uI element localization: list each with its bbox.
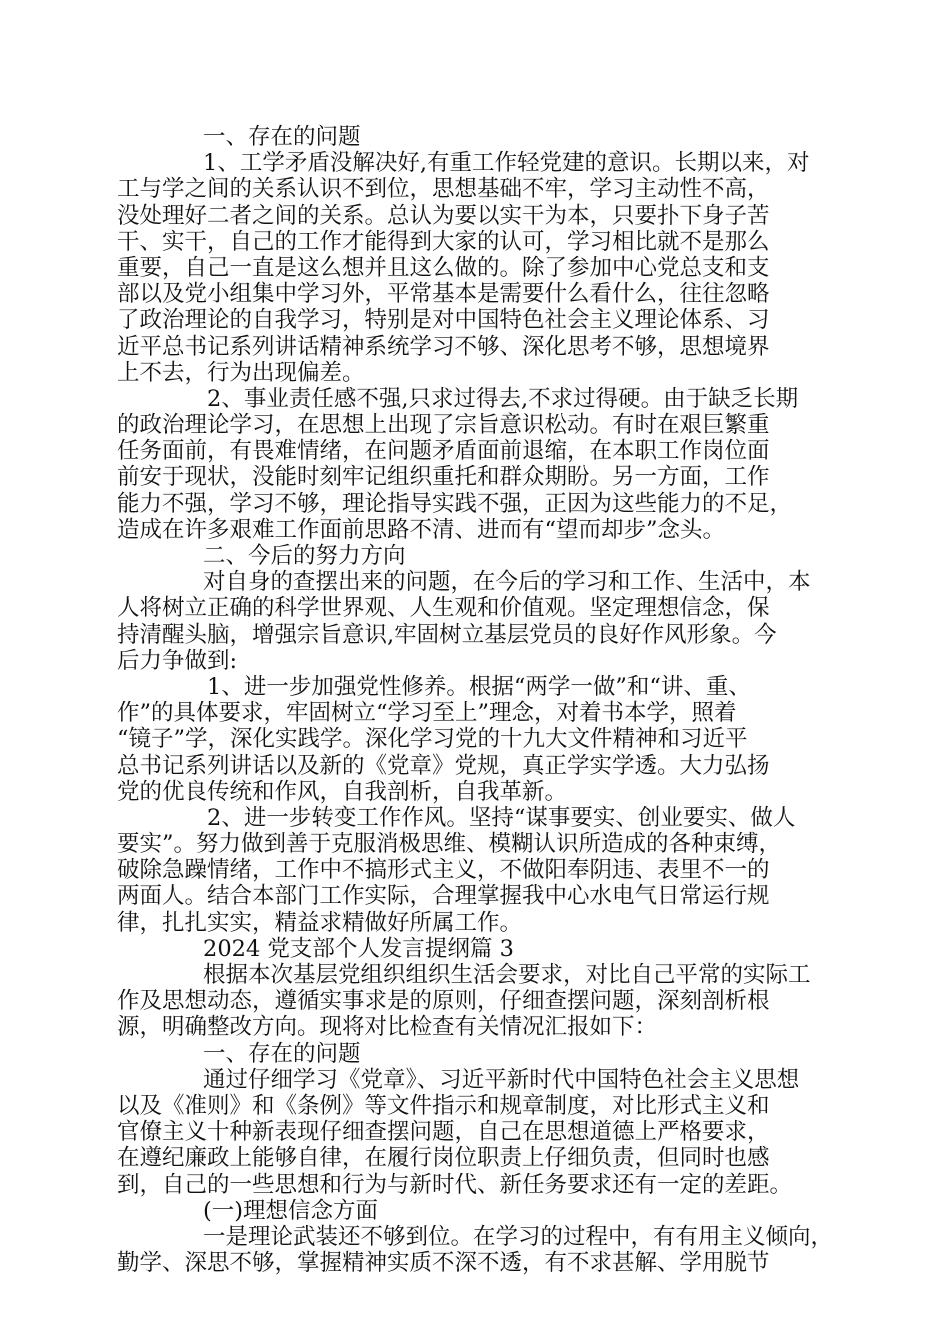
text-line: 两面人。结合本部门工作实际，合理掌握我中心水电气日常运行规 xyxy=(117,883,770,910)
text-line: 对自身的查摆出来的问题，在今后的学习和工作、生活中，本 xyxy=(203,569,811,596)
text-line: 官僚主义十种新表现仔细查摆问题，自己在思想道德上严格要求， xyxy=(117,1119,770,1146)
text-line: 党的优良传统和作风，自我剖析，自我革新。 xyxy=(117,778,568,805)
text-line: 源，明确整改方向。现将对比检查有关情况汇报如下： xyxy=(117,1014,658,1041)
text-line: 部以及党小组集中学习外，平常基本是需要什么看什么，往往忽略 xyxy=(117,281,770,308)
text-line: 2、事业责任感不强,只求过得去,不求过得硬。由于缺乏长期 xyxy=(207,385,799,412)
text-line: 律，扎扎实实，精益求精做好所属工作。 xyxy=(117,909,523,936)
text-line: 二、今后的努力方向 xyxy=(203,543,406,569)
text-line: 总书记系列讲话以及新的《党章》党规，真正学实学透。大力弘扬 xyxy=(117,752,770,779)
text-line: 破除急躁情绪，工作中不搞形式主义，不做阳奉阴违、表里不一的 xyxy=(117,857,770,884)
text-line: 造成在许多艰难工作面前思路不清、进而有“望而却步”念头。 xyxy=(117,516,726,543)
text-line: 1、工学矛盾没解决好,有重工作轻党建的意识。长期以来，对 xyxy=(203,150,810,177)
text-line: 前安于现状，没能时刻牢记组织重托和群众期盼。另一方面，工作 xyxy=(117,464,770,491)
text-line: 近平总书记系列讲话精神系统学习不够、深化思考不够，思想境界 xyxy=(117,333,770,360)
text-line: 作及思想动态，遵循实事求是的原则，仔细查摆问题，深刻剖析根 xyxy=(117,988,770,1015)
text-line: 持清醒头脑，增强宗旨意识,牢固树立基层党员的良好作风形象。今 xyxy=(117,621,777,648)
text-line: 一、存在的问题 xyxy=(203,1040,361,1067)
text-line: 通过仔细学习《党章》、习近平新时代中国特色社会主义思想 xyxy=(203,1066,800,1093)
text-line: 根据本次基层党组织组织生活会要求，对比自己平常的实际工 xyxy=(203,962,811,988)
text-line: 任务面前，有畏难情绪，在问题矛盾面前退缩，在本职工作岗位面 xyxy=(117,438,770,465)
text-line: 干、实干，自己的工作才能得到大家的认可，学习相比就不是那么 xyxy=(117,228,770,255)
text-line: 没处理好二者之间的关系。总认为要以实干为本，只要扑下身子苦 xyxy=(117,202,770,229)
text-line: 人将树立正确的科学世界观、人生观和价值观。坚定理想信念，保 xyxy=(117,595,770,622)
text-line: 上不去，行为出现偏差。 xyxy=(117,359,365,386)
text-line: 一是理论武装还不够到位。在学习的过程中，有有用主义倾向， xyxy=(203,1223,834,1250)
text-line: 工与学之间的关系认识不到位，思想基础不牢，学习主动性不高， xyxy=(117,176,770,203)
text-line: 在遵纪廉政上能够自律，在履行岗位职责上仔细负责，但同时也感 xyxy=(117,1145,770,1172)
text-line: 勤学、深思不够，掌握精神实质不深不透，有不求甚解、学用脱节 xyxy=(117,1250,770,1277)
text-line: 2024 党支部个人发言提纲篇 3 xyxy=(203,935,514,962)
text-line: 要实”。努力做到善于克服消极思维、模糊认识所造成的各种束缚， xyxy=(117,831,782,858)
text-line: 的政治理论学习，在思想上出现了宗旨意识松动。有时在艰巨繁重 xyxy=(117,412,770,439)
text-line: “镜子”学，深化实践学。深化学习党的十九大文件精神和习近平 xyxy=(117,726,748,753)
document-body xyxy=(117,124,834,1277)
text-line: 作”的具体要求，牢固树立“学习至上”理念，对着书本学，照着 xyxy=(117,700,737,727)
text-line: (一)理想信念方面 xyxy=(203,1197,379,1224)
text-line: 2、进一步转变工作作风。坚持“谋事要实、创业要实、做人 xyxy=(207,804,796,831)
text-line: 后力争做到: xyxy=(117,647,238,674)
text-line: 到，自己的一些思想和行为与新时代、新任务要求还有一定的差距。 xyxy=(117,1171,793,1198)
text-line: 了政治理论的自我学习，特别是对中国特色社会主义理论体系、习 xyxy=(117,307,770,334)
text-line: 1、进一步加强党性修养。根据“两学一做”和“讲、重、 xyxy=(207,673,751,700)
text-line: 重要，自己一直是这么想并且这么做的。除了参加中心党总支和支 xyxy=(117,254,770,281)
text-line: 以及《准则》和《条例》等文件指示和规章制度，对比形式主义和 xyxy=(117,1092,770,1119)
text-line: 能力不强，学习不够，理论指导实践不强，正因为这些能力的不足， xyxy=(117,490,793,517)
text-line: 一、存在的问题 xyxy=(203,124,361,150)
